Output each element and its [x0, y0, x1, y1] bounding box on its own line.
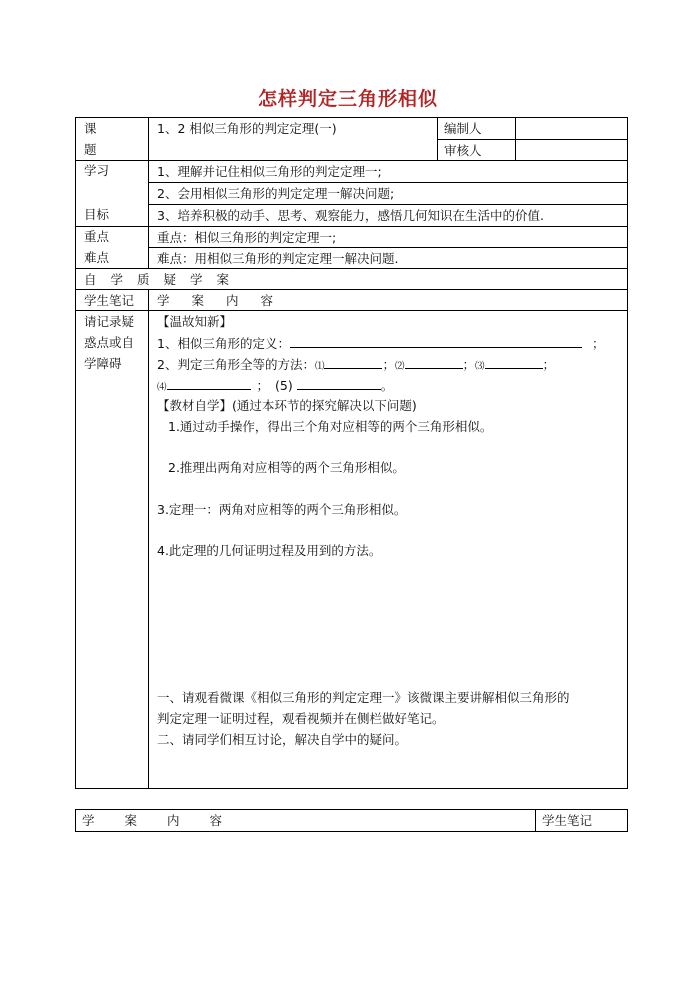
- review-question-2-cont: ⑷ ； (5) 。: [157, 378, 394, 393]
- side-note-line: 惑点或自: [84, 335, 135, 350]
- answer-blank[interactable]: [290, 335, 582, 348]
- key-point-text: 重点：相似三角形的判定定理一;: [157, 230, 337, 245]
- course-title: 1、2 相似三角形的判定定理(一): [157, 121, 337, 136]
- answer-blank[interactable]: [485, 356, 543, 369]
- key-label: 重点: [84, 229, 110, 244]
- study-content-header: 学案内容: [157, 293, 296, 308]
- review-question-2: 2、判定三角形全等的方法：⑴ ；⑵ ；⑶ ；: [157, 357, 556, 372]
- bottom-content-header: 学案内容: [82, 813, 253, 828]
- section-title: 自学质疑学案: [84, 272, 244, 287]
- course-label-2: 题: [84, 142, 97, 157]
- difficult-label: 难点: [84, 250, 110, 265]
- side-note-line: 学障碍: [84, 356, 122, 371]
- answer-blank[interactable]: [324, 356, 382, 369]
- answer-blank[interactable]: [405, 356, 463, 369]
- goal-item: 2、会用相似三角形的判定定理一解决问题;: [157, 186, 395, 201]
- self-study-item: 3.定理一：两角对应相等的两个三角形相似。: [157, 502, 407, 517]
- answer-blank[interactable]: [167, 377, 251, 390]
- video-instruction: 一、请观看微课《相似三角形的判定定理一》该微课主要讲解相似三角形的: [157, 690, 570, 705]
- editor-label: 编制人: [444, 121, 482, 136]
- review-heading: 【温故知新】: [157, 314, 233, 329]
- goal-item: 1、理解并记住相似三角形的判定定理一;: [157, 164, 382, 179]
- discussion-instruction: 二、请同学们相互讨论，解决自学中的疑问。: [157, 732, 408, 747]
- student-notes-header: 学生笔记: [84, 293, 135, 308]
- goal-item: 3、培养积极的动手、思考、观察能力，感悟几何知识在生活中的价值.: [157, 208, 544, 223]
- answer-blank[interactable]: [297, 377, 381, 390]
- goals-label-2: 目标: [84, 207, 110, 222]
- reviewer-label: 审核人: [444, 143, 482, 158]
- review-question-1: 1、相似三角形的定义： ；: [157, 336, 605, 351]
- side-note-line: 请记录疑: [84, 314, 135, 329]
- self-study-item: 2.推理出两角对应相等的两个三角形相似。: [168, 460, 405, 475]
- bottom-notes-header: 学生笔记: [542, 813, 593, 828]
- video-instruction: 判定定理一证明过程，观看视频并在侧栏做好笔记。: [157, 711, 445, 726]
- difficult-point-text: 难点：用相似三角形的判定定理一解决问题.: [157, 251, 399, 266]
- self-study-heading: 【教材自学】(通过本环节的探究解决以下问题): [157, 398, 417, 413]
- page-title: 怎样判定三角形相似: [257, 88, 438, 110]
- self-study-item: 4.此定理的几何证明过程及用到的方法。: [157, 543, 382, 558]
- goals-label: 学习: [84, 163, 110, 178]
- self-study-item: 1.通过动手操作，得出三个角对应相等的两个三角形相似。: [168, 419, 493, 434]
- course-label: 课: [84, 121, 97, 136]
